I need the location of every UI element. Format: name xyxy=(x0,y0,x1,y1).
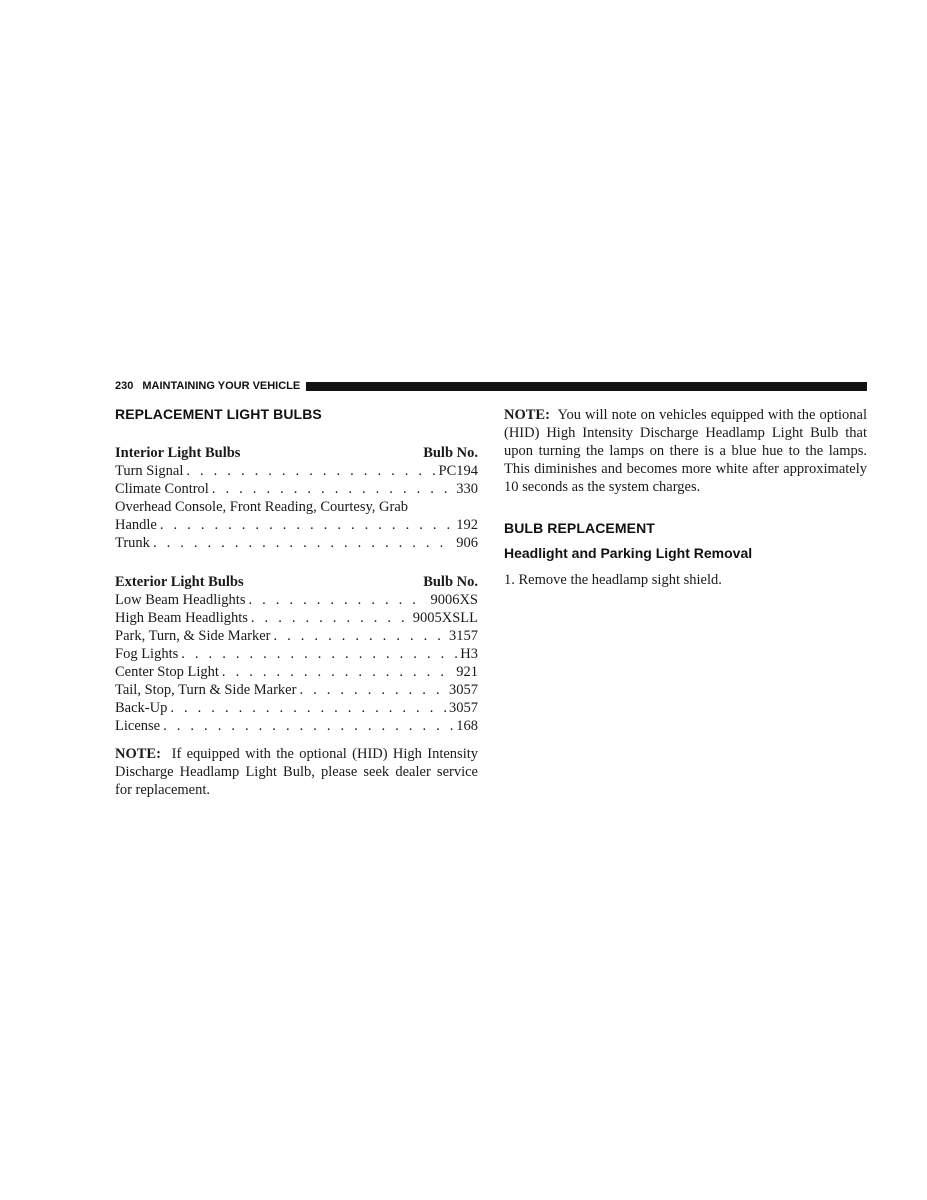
page-header xyxy=(115,379,867,393)
table-row xyxy=(115,480,478,498)
bulb-number: PC194 xyxy=(438,463,478,479)
bulb-name: Center Stop Light xyxy=(115,664,219,680)
table-row xyxy=(115,609,478,627)
dot-leader xyxy=(163,717,453,735)
bulb-name: Park, Turn, & Side Marker xyxy=(115,628,271,644)
hid-hue-note xyxy=(504,406,867,496)
replacement-bulbs-title: REPLACEMENT LIGHT BULBS xyxy=(115,406,322,422)
bulb-number: H3 xyxy=(460,646,478,662)
bulb-number: 921 xyxy=(456,664,478,680)
note-text: You will note on vehicles equipped with the optional (HID) High Intensity Discharge Headlamp Light Bulb that upon turning the lamps on there is a blue hue to the lamps. This diminishes and becomes more white after approximately 10 seconds as the system charges. xyxy=(504,407,867,495)
table-row xyxy=(115,681,478,699)
exterior-heading: Exterior Light Bulbs xyxy=(115,574,244,590)
table-row xyxy=(115,627,478,645)
dot-leader xyxy=(186,462,435,480)
bulb-name: High Beam Headlights xyxy=(115,610,248,626)
headlight-removal-subtitle: Headlight and Parking Light Removal xyxy=(504,545,753,561)
section-name: MAINTAINING YOUR VEHICLE xyxy=(142,380,301,392)
table-row xyxy=(115,645,478,663)
note-label: NOTE: xyxy=(504,407,550,423)
bulb-name-line1: Overhead Console, Front Reading, Courtesy, Grab xyxy=(115,499,409,515)
exterior-bulb-no-label: Bulb No. xyxy=(423,574,478,590)
table-row xyxy=(115,717,478,735)
table-row xyxy=(115,462,478,480)
page-number: 230 xyxy=(115,380,134,392)
dot-leader xyxy=(160,516,453,534)
bulb-name: Climate Control xyxy=(115,481,209,497)
note-text: If equipped with the optional (HID) High Intensity Discharge Headlamp Light Bulb, please seek dealer service for replacement. xyxy=(115,746,478,798)
note-label: NOTE: xyxy=(115,746,161,762)
bulb-name: Handle xyxy=(115,517,157,533)
dot-leader xyxy=(153,534,453,552)
interior-bulb-no-label: Bulb No. xyxy=(423,445,478,461)
left-column xyxy=(115,406,478,799)
bulb-number: 906 xyxy=(456,535,478,551)
bulb-name: Fog Lights xyxy=(115,646,179,662)
header-rule xyxy=(306,382,867,391)
table-row xyxy=(115,591,478,609)
interior-table-header xyxy=(115,444,478,462)
bulb-number: 168 xyxy=(456,718,478,734)
step-1: 1. Remove the headlamp sight shield. xyxy=(504,572,722,588)
dot-leader xyxy=(273,627,446,645)
dot-leader xyxy=(222,663,453,681)
table-row xyxy=(115,663,478,681)
dot-leader xyxy=(299,681,446,699)
bulb-name: Low Beam Headlights xyxy=(115,592,246,608)
bulb-replacement-title: BULB REPLACEMENT xyxy=(504,520,655,536)
bulb-name: Back-Up xyxy=(115,700,168,716)
bulb-name: Turn Signal xyxy=(115,463,184,479)
bulb-number: 3057 xyxy=(449,682,478,698)
table-row xyxy=(115,699,478,717)
bulb-number: 3157 xyxy=(449,628,478,644)
exterior-table-header xyxy=(115,573,478,591)
dot-leader xyxy=(248,591,427,609)
bulb-number: 330 xyxy=(456,481,478,497)
dot-leader xyxy=(212,480,453,498)
right-column xyxy=(504,406,867,589)
dot-leader xyxy=(181,645,457,663)
table-row xyxy=(115,516,478,534)
bulb-number: 3057 xyxy=(449,700,478,716)
bulb-name: License xyxy=(115,718,161,734)
dot-leader xyxy=(251,609,410,627)
bulb-number: 9006XS xyxy=(430,592,478,608)
hid-service-note xyxy=(115,745,478,799)
bulb-number: 192 xyxy=(456,517,478,533)
bulb-name: Tail, Stop, Turn & Side Marker xyxy=(115,682,297,698)
bulb-number: 9005XSLL xyxy=(412,610,478,626)
bulb-name: Trunk xyxy=(115,535,150,551)
dot-leader xyxy=(170,699,446,717)
table-row xyxy=(115,534,478,552)
interior-heading: Interior Light Bulbs xyxy=(115,445,241,461)
